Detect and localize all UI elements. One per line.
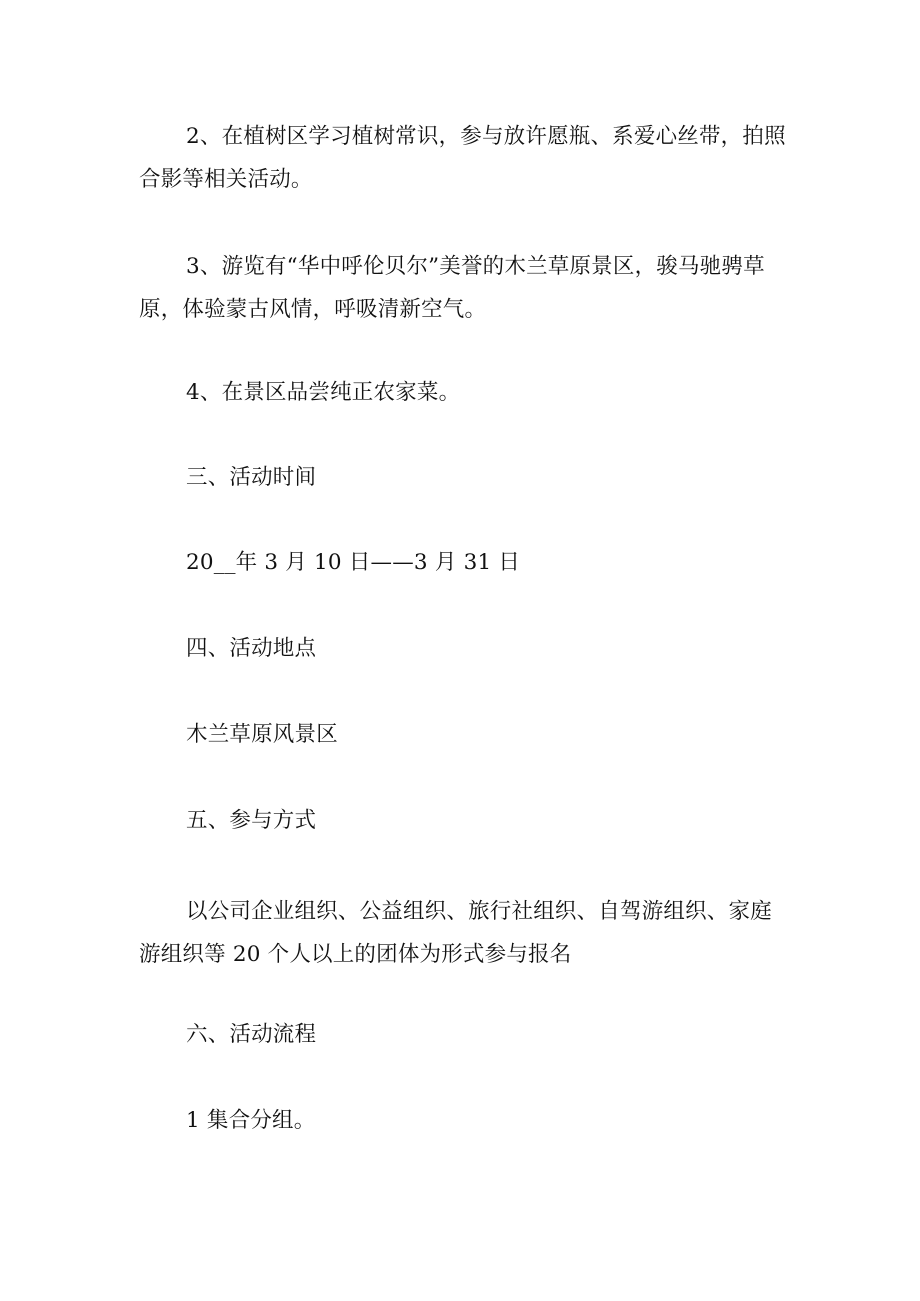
section-heading-process: 六、活动流程 [186, 1022, 317, 1047]
process-step-1: 1 集合分组。 [186, 1108, 316, 1133]
participation-text: 以公司企业组织、公益组织、旅行社组织、自驾游组织、家庭游组织等 20 个人以上的团体为形式参与报名 [139, 899, 772, 967]
section-heading-time: 三、活动时间 [186, 465, 317, 490]
activity-location-text: 木兰草原风景区 [186, 722, 338, 747]
activity-item-2: 2、在植树区学习植树常识，参与放许愿瓶、系爱心丝带，拍照合影等相关活动。 [139, 124, 786, 192]
activity-item-3: 3、游览有“华中呼伦贝尔”美誉的木兰草原景区，骏马驰骋草原，体验蒙古风情，呼吸清新空气。 [139, 254, 765, 322]
section-heading-location: 四、活动地点 [186, 636, 317, 661]
activity-item-4: 4、在景区品尝纯正农家菜。 [186, 380, 461, 405]
section-heading-participation: 五、参与方式 [186, 808, 317, 833]
activity-time-text: 20__年 3 月 10 日——3 月 31 日 [186, 550, 521, 575]
